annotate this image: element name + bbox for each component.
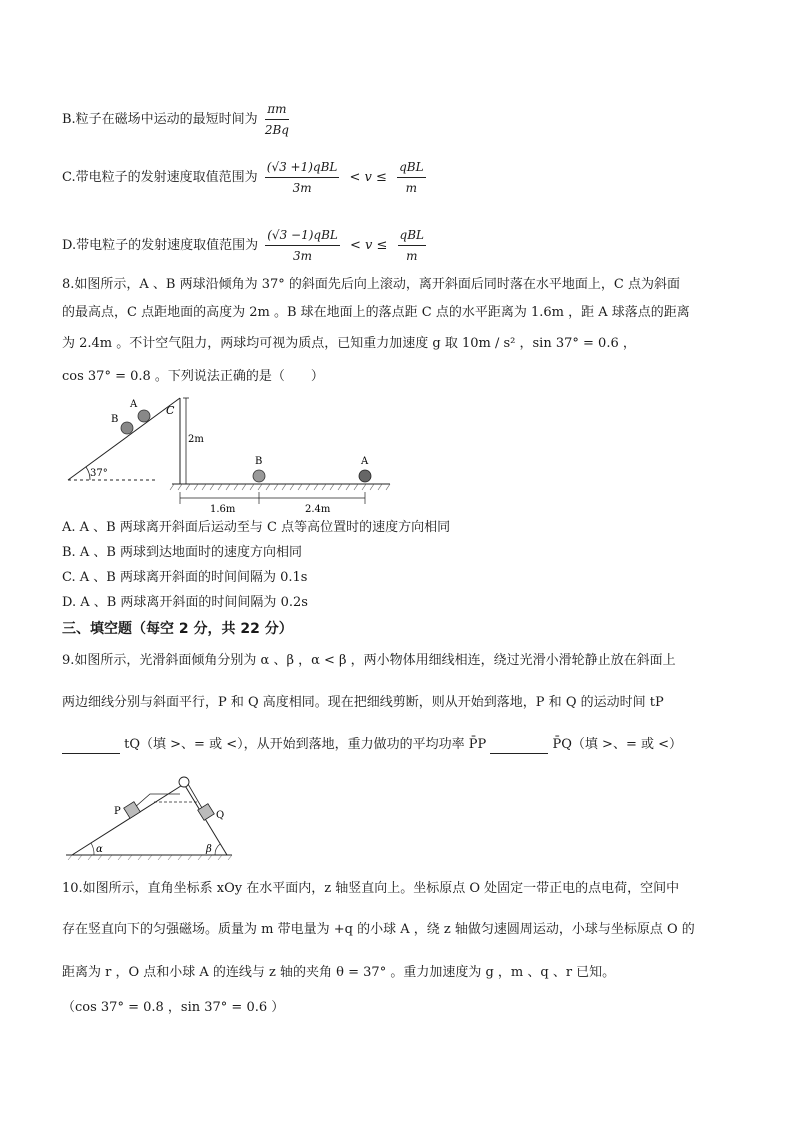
ground-ball-a-icon [359,470,371,482]
q10-stem-line3: 距离为 r ，O 点和小球 A 的连线与 z 轴的夹角 θ = 37° 。重力加速度为 g ，m 、q 、r 已知。 [62,965,616,980]
angle-label: 37° [90,468,108,479]
ball-b-icon [121,422,133,434]
answer-blank-2[interactable] [490,739,548,754]
angle-beta: β [206,844,212,855]
ball-a-icon [138,410,150,422]
label-p: P [114,806,121,817]
q8-option-b: B. A 、B 两球到达地面时的速度方向相同 [62,545,303,560]
fraction: $\frac{\pi m}{2Bq}$ [264,102,289,137]
fraction: $\frac{\text{qBL}}{m}$ [399,228,425,263]
ground-label-b: B [255,456,263,467]
q9-stem-line1: 9.如图所示，光滑斜面倾角分别为 α 、β ，α < β ，两小物体用细线相连，绕过光滑小滑轮静止放在斜面上 [62,653,676,668]
q8-stem-line2: 的最高点，C 点距地面的高度为 2m 。B 球在地面上的落点距 C 点的水平距离为 1.6m ，距 A 球落点的距离 [62,305,690,320]
fraction: $\frac{\text{(√3 −1)qBL}}{3m}$ [267,228,338,263]
q8-stem-line3: 为 2.4m 。不计空气阻力，两球均可视为质点，已知重力加速度 g 取 10m / s² ，sin 37° = 0.6 ， [62,336,636,351]
option-text: B.粒子在磁场中运动的最短时间为 [62,112,258,127]
q10-stem-line1: 10.如图所示，直角坐标系 xOy 在水平面内，z 轴竖直向上。坐标原点 O 处固定一带正电的点电荷，空间中 [62,881,680,896]
q8-option-a: A. A 、B 两球离开斜面后运动至与 C 点等高位置时的速度方向相同 [62,520,451,535]
option-text: D.带电粒子的发射速度取值范围为 [62,238,259,253]
q8-stem-line4: cos 37° = 0.8 。下列说法正确的是（ ） [62,369,324,384]
label-q: Q [216,810,225,821]
section-heading: 三、填空题（每空 2 分，共 22 分） [62,621,293,637]
q8-figure [60,392,400,517]
q10-stem-line4: （cos 37° = 0.8 ，sin 37° = 0.6 ） [62,1000,285,1015]
q9-figure [62,772,242,862]
fraction: $\frac{\text{qBL}}{m}$ [399,160,424,195]
block-q-icon [198,804,215,821]
label-a: A [130,399,138,410]
q9-stem-line2: 两边细线分别与斜面平行，P 和 Q 高度相同。现在把细线剪断，则从开始到落地，P 和 Q 的运动时间 tP [62,695,664,710]
q9-stem-line3: tQ（填 >、= 或 <），从开始到落地，重力做功的平均功率 P̄P P̄Q（填 >、= 或 <） [62,736,682,754]
distance-2: 2.4m [305,504,331,515]
height-label: 2m [188,434,204,445]
q8-option-c: C. A 、B 两球离开斜面的时间间隔为 0.1s [62,570,308,585]
q8-option-d: D. A 、B 两球离开斜面的时间间隔为 0.2s [62,595,308,610]
ground-label-a: A [361,456,369,467]
q7-option-b [62,100,292,139]
q10-stem-line2: 存在竖直向下的匀强磁场。质量为 m 带电量为 +q 的小球 A ，绕 z 轴做匀速圆周运动，小球与坐标原点 O 的 [62,922,695,937]
ground-ball-b-icon [253,470,265,482]
label-c: C [166,404,175,417]
q8-stem-line1: 8.如图所示，A 、B 两球沿倾角为 37° 的斜面先后向上滚动，离开斜面后同时落在水平地面上，C 点为斜面 [62,277,680,292]
distance-1: 1.6m [210,504,236,515]
pulley-icon [179,777,189,787]
q7-option-c: C.带电粒子的发射速度取值范围为 $\frac{\text{(√3 +1)qBL}}{3m}$ < v ≤ $\frac{\text{qBL}}{m}$ [62,160,424,195]
q7-option-d: D.带电粒子的发射速度取值范围为 $\frac{\text{(√3 −1)qBL}}{3m}$ < v ≤ $\frac{\text{qBL}}{m}$ [62,228,425,263]
label-b: B [111,414,119,425]
answer-blank-1[interactable] [62,739,120,754]
angle-alpha: α [96,844,103,855]
fraction: $\frac{\text{(√3 +1)qBL}}{3m}$ [266,160,338,195]
option-text: C.带电粒子的发射速度取值范围为 [62,170,258,185]
